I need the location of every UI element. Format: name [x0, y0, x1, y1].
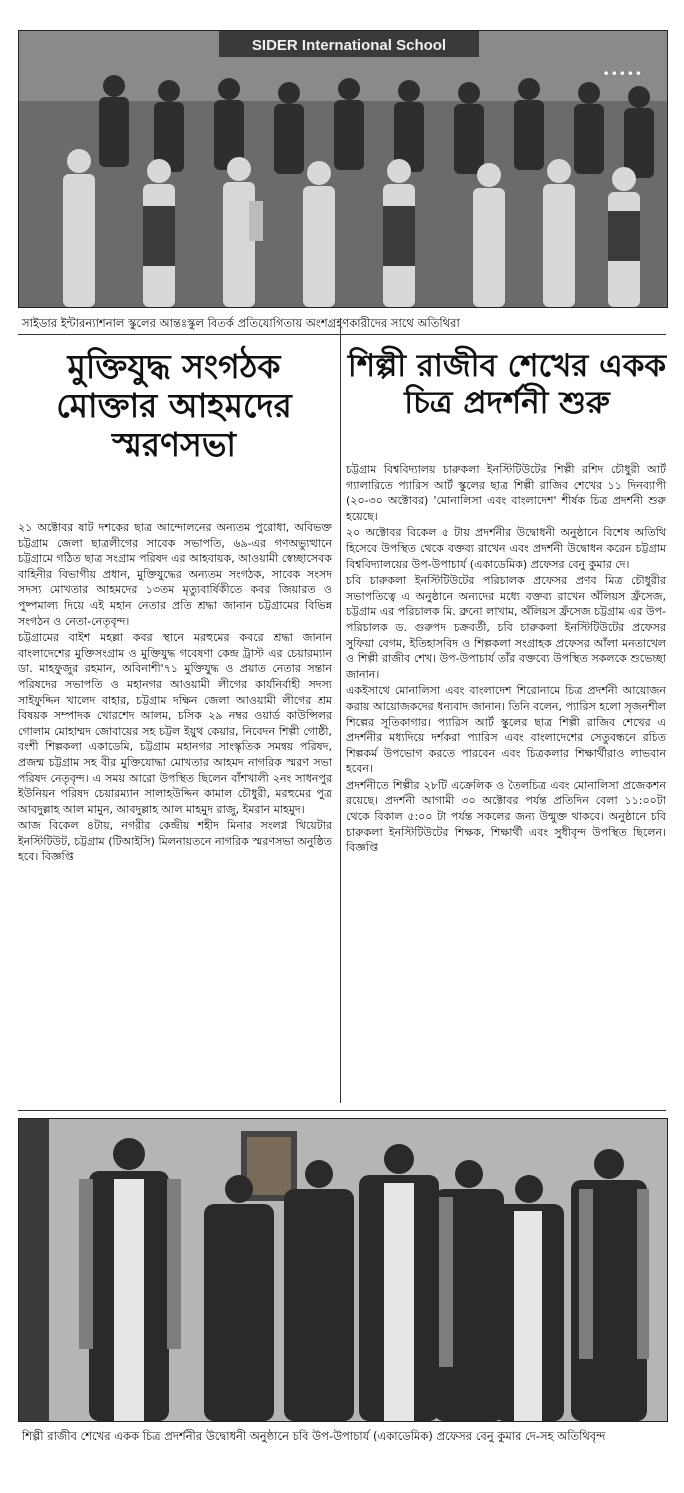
- right-paragraph: ২০ অক্টোবর বিকেল ৫ টায় প্রদর্শনীর উদ্বোধনী অনুষ্ঠানে বিশেষ অতিথি হিসেবে উপস্থিত থেকে বক্তব্য রাখেন এবং প্রদর্শনী উদ্বোধন করেন চট্টগ্রাম বিশ্ববিদ্যালয়ের উপ-উপাচার্য (একাডেমিক) প্রফেসর বেনু কুমার দে।: [346, 526, 666, 571]
- top-group-photo: [18, 30, 668, 308]
- right-paragraph: একইসাথে মোনালিসা এবং বাংলাদেশ শিরোনামে চিত্র প্রদর্শনী আয়োজন করায় আয়োজকদের ধন্যবাদ জানান। তিনি বলেন, প্যারিস হলো সৃজনশীল শিল্পের সূতিকাগার। প্যারিস আর্ট স্কুলের ছাত্র শিল্পী রাজিব শেখের এ প্রদর্শনীর মধ্যদিয়ে দর্শকরা প্যারিস এবং বাংলাদেশের সেতুবন্ধনে রচিত শিল্পকর্ম উপভোগ করতে পারবেন এবং চিত্রকলার শিক্ষার্থীরাও লাভবান হবেন।: [346, 684, 666, 776]
- bottom-photo-graphic: [19, 1119, 667, 1421]
- left-paragraph: আজ বিকেল ৪টায়, নগরীর কেন্দ্রীয় শহীদ মিনার সংলগ্ন থিয়েটার ইনস্টিটিউট, চট্টগ্রাম (টিআইসি) মিলনায়তনে নাগরিক স্মরণসভা অনুষ্ঠিত হবে। বিজ্ঞপ্তি: [18, 819, 332, 864]
- top-photo-caption: সাইডার ইন্টারন্যাশনাল স্কুলের আন্তঃস্কুল বিতর্ক প্রতিযোগিতায় অংশগ্রহণকারীদের সাথে অতিথিরা: [22, 316, 460, 330]
- bottom-group-photo: [18, 1118, 668, 1422]
- bottom-photo-caption: শিল্পী রাজীব শেখের একক চিত্র প্রদর্শনীর উদ্বোধনী অনুষ্ঠানে চবি উপ-উপাচার্য (একাডেমিক) প্রফেসর বেনু কুমার দে-সহ অতিথিবৃন্দ: [22, 1429, 606, 1443]
- left-paragraph: চট্টগ্রামের বাইশ মহল্লা কবর স্থানে মরহুমের কবরে শ্রদ্ধা জানান বাংলাদেশের মুক্তিসংগ্রাম ও মুক্তিযুদ্ধ গবেষণা কেন্দ্র ট্রাস্ট এর চেয়ারম্যান ডা. মাহফুজুর রহমান, অবিনাশী'৭১ মুক্তিযুদ্ধ ও প্রয়াত নেতার সন্তান পরিষদের সভাপতি ও মহানগর আওয়ামী লীগের কার্যনির্বাহী সদস্য সাইফুদ্দিন খালেদ বাহার, চট্টগ্রাম দক্ষিন জেলা আওয়ামী লীগের শ্রম বিষয়ক সম্পাদক খোরশেদ আলম, চসিক ২৯ নম্বর ওয়ার্ড কাউন্সিলর গোলাম মোহাম্মদ জোবায়ের সহ চট্টল ইয়ুথ কেয়ার, নিবেদন শিল্পী গোষ্ঠী, বংশী শিল্পকলা একাডেমি, চট্টগ্রাম মহানগর সাংস্কৃতিক সমন্বয় পরিষদ, প্রজন্ম চট্টগ্রাম সহ বীর মুক্তিযোদ্ধা মোখতার আহমদ নাগরিক স্মরণ সভা পরিষদ নেতৃবৃন্দ। এ সময় আরো উপস্থিত ছিলেন বাঁশখালী ২নং সাধনপুর ইউনিয়ন পরিষদ চেয়ারম্যান সালাহউদ্দিন কামাল চৌধুরী, মরহুমের পুত্র আবদুল্লাহ আল মামুন, আবদুল্লাহ আল মাহমুদ রাজু, ইমরান মাহমুদ।: [18, 631, 332, 816]
- middle-divider: [18, 1110, 666, 1111]
- right-paragraph: প্রদর্শনীতে শিল্পীর ২৮টি এক্রেলিক ও তৈলচিত্র এবং মোনালিসা প্রজেকশন রয়েছে। প্রদর্শনী আগামী ৩০ অক্টোবর পর্যন্ত প্রতিদিন বেলা ১১:০০টা থেকে বিকাল ৫:০০ টা পর্যন্ত সকলের জন্য উন্মুক্ত থাকবে। অনুষ্ঠানে চবি চারুকলা ইনস্টিটিউটের শিক্ষক, শিক্ষার্থী এবং সুধীবৃন্দ উপস্থিত ছিলেন। বিজ্ঞপ্তি: [346, 778, 666, 855]
- top-photo-graphic: [19, 31, 667, 307]
- left-article-body: [18, 520, 332, 866]
- banner-text: SIDER International School: [251, 37, 447, 54]
- right-paragraph: চবি চারুকলা ইনস্টিটিউটের পরিচালক প্রফেসর প্রণব মিত্র চৌধুরীর সভাপতিত্বে এ অনুষ্ঠানে অন্যদের মধ্যে বক্তব্য রাখেন অঁলিয়স ফ্রঁসেজ, চট্টগ্রাম এর পরিচালক মি. ব্রুনো লাখাম, অঁলিয়স ফ্রঁসেজ চট্টগ্রাম এর উপ-পরিচালক ড. গুরুপদ চক্রবর্তী, চবি চারুকলা ইনস্টিটিউটের প্রফেসর সুফিয়া বেগম, ইতিহাসবিদ ও শিল্পকলা সংগ্রাহক প্রফেসর আঁলা মনতাখেল ও শিল্পী রাজীব শেখ। উপ-উপাচার্য তাঁর বক্তব্যে উপস্থিত সকলকে শুভেচ্ছা জানান।: [346, 574, 666, 681]
- left-paragraph: ২১ অক্টোবর ষাট দশকের ছাত্র আন্দোলনের অন্যতম পুরোধা, অবিভক্ত চট্টগ্রাম জেলা ছাত্রলীগের সাবেক সভাপতি, ৬৯-এর গণঅভ্যুত্থানে চট্টগ্রামে গঠিত ছাত্র সংগ্রাম পরিষদ এর আহবায়ক, আওয়ামী স্বেচ্ছাসেবক বাহিনীর বিভাগীয় প্রধান, মুক্তিযুদ্ধের অন্যতম সংগঠক, সাবেক সংসদ সদস্য মোখতার আহমদের ১৩তম মৃত্যুবার্ষিকীতে কবর জিয়ারত ও পুষ্পমাল্য দিয়ে এই মহান নেতার প্রতি শ্রদ্ধা জানান চট্টগ্রামের বিভিন্ন সংগঠন ও নেতা-নেতৃবৃন্দ।: [18, 521, 332, 628]
- menu-dots-icon: •••••: [602, 67, 643, 81]
- column-divider: [340, 318, 341, 1103]
- right-paragraph: চট্টগ্রাম বিশ্ববিদ্যালয় চারুকলা ইনস্টিটিউটের শিল্পী রশিদ চৌধুরী আর্ট গ্যালারিতে প্যারিস আর্ট স্কুলের ছাত্র শিল্পী রাজিব শেখের ১১ দিনব্যাপী (২০-৩০ অক্টোবর) 'মোনালিসা এবং বাংলাদেশ' শীর্ষক চিত্র প্রদর্শনী শুরু হয়েছে।: [346, 463, 666, 523]
- right-article-body: [346, 462, 666, 857]
- top-divider: [18, 334, 666, 335]
- left-headline: মুক্তিযুদ্ধ সংগঠক মোক্তার আহমদের স্মরণসভা: [56, 347, 292, 464]
- right-headline: শিল্পী রাজীব শেখের একক চিত্র প্রদর্শনী শুরু: [347, 348, 667, 421]
